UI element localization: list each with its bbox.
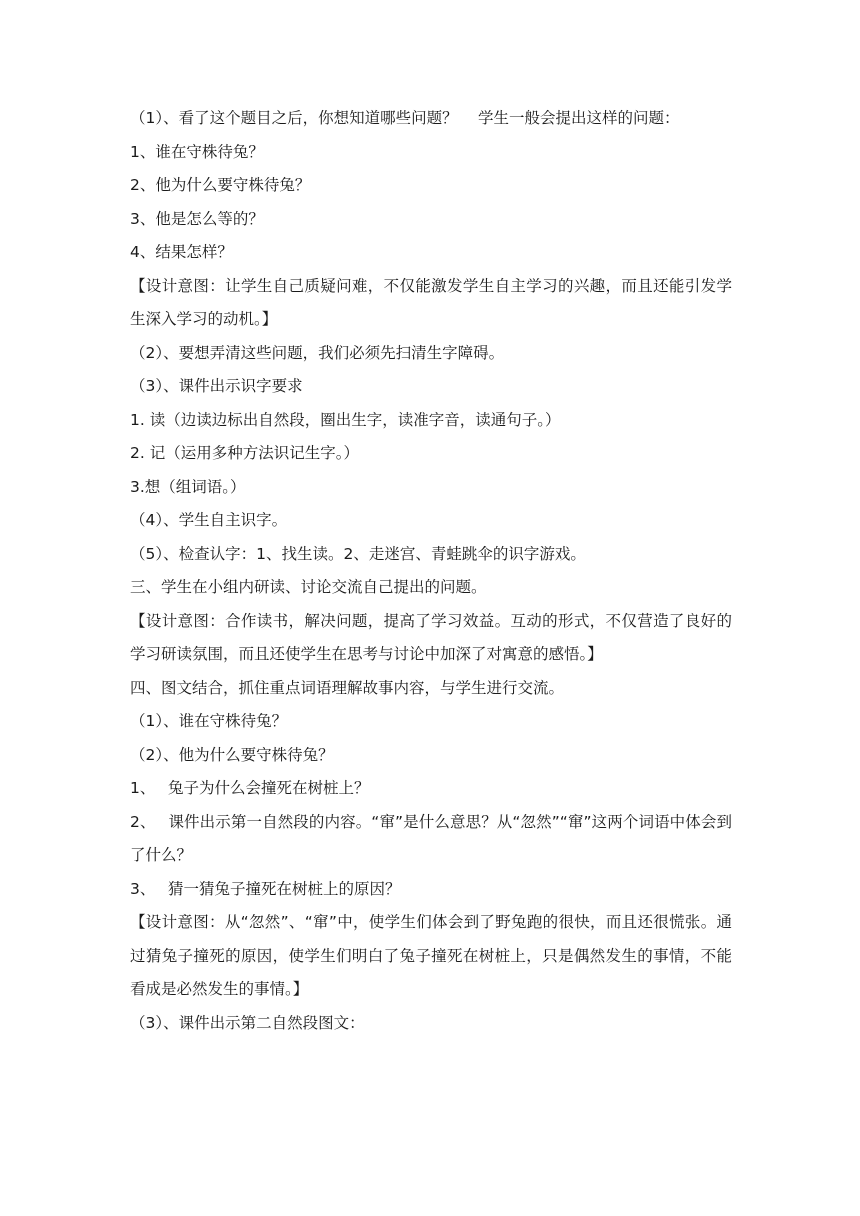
paragraph-question-3: 3、他是怎么等的？	[130, 209, 264, 228]
paragraph-question-prompt: （1）、看了这个题目之后，你想知道哪些问题？ 学生一般会提出这样的问题：	[130, 109, 680, 127]
paragraph-point-2: 2、 课件出示第一自然段的内容。“窜”是什么意思？从“忽然”“窜”这两个词语中体会到了什么？	[130, 812, 732, 864]
paragraph-design-intent-1: 【设计意图：让学生自己质疑问难，不仅能激发学生自主学习的兴趣，而且还能引发学生深入学习的动机。】	[130, 276, 732, 328]
paragraph-point-1: 1、 兔子为什么会撞死在树桩上？	[130, 779, 370, 797]
paragraph-step-4: （4）、学生自主识字。	[130, 511, 288, 529]
paragraph-design-intent-3: 【设计意图：从“忽然”、“窜”中，使学生们体会到了野兔跑的很快，而且还很慌张。通过猜兔子撞死的原因，使学生们明白了兔子撞死在树桩上，只是偶然发生的事情，不能看成是必然发生的事情。】	[130, 913, 732, 998]
paragraph-step-2: （2）、要想弄清这些问题，我们必须先扫清生字障碍。	[130, 343, 505, 362]
paragraph-point-3: 3、 猜一猜兔子撞死在树桩上的原因？	[130, 879, 401, 898]
paragraph-section-4: 四、图文结合，抓住重点词语理解故事内容，与学生进行交流。	[130, 678, 565, 697]
document-body	[130, 102, 732, 1040]
paragraph-requirement-think: 3.想（组词语。）	[130, 477, 246, 496]
paragraph-question-4: 4、结果怎样？	[130, 243, 233, 261]
paragraph-design-intent-2: 【设计意图：合作读书，解决问题，提高了学习效益。互动的形式，不仅营造了良好的学习研读氛围，而且还使学生在思考与讨论中加深了对寓意的感悟。】	[130, 611, 732, 663]
paragraph-sub-1: （1）、谁在守株待兔？	[130, 712, 288, 730]
paragraph-section-3: 三、学生在小组内研读、讨论交流自己提出的问题。	[130, 578, 487, 596]
paragraph-question-1: 1、谁在守株待兔？	[130, 142, 264, 161]
paragraph-requirement-read: 1. 读（边读边标出自然段，圈出生字，读准字音，读通句子。）	[130, 410, 561, 429]
paragraph-requirement-remember: 2. 记（运用多种方法识记生字。）	[130, 444, 359, 462]
paragraph-step-3: （3）、课件出示识字要求	[130, 377, 303, 395]
paragraph-sub-2: （2）、他为什么要守株待兔？	[130, 745, 334, 764]
paragraph-sub-3: （3）、课件出示第二自然段图文：	[130, 1013, 365, 1032]
paragraph-question-2: 2、他为什么要守株待兔？	[130, 176, 311, 194]
paragraph-step-5: （5）、检查认字：1、找生读。2、走迷宫、青蛙跳伞的识字游戏。	[130, 544, 586, 563]
